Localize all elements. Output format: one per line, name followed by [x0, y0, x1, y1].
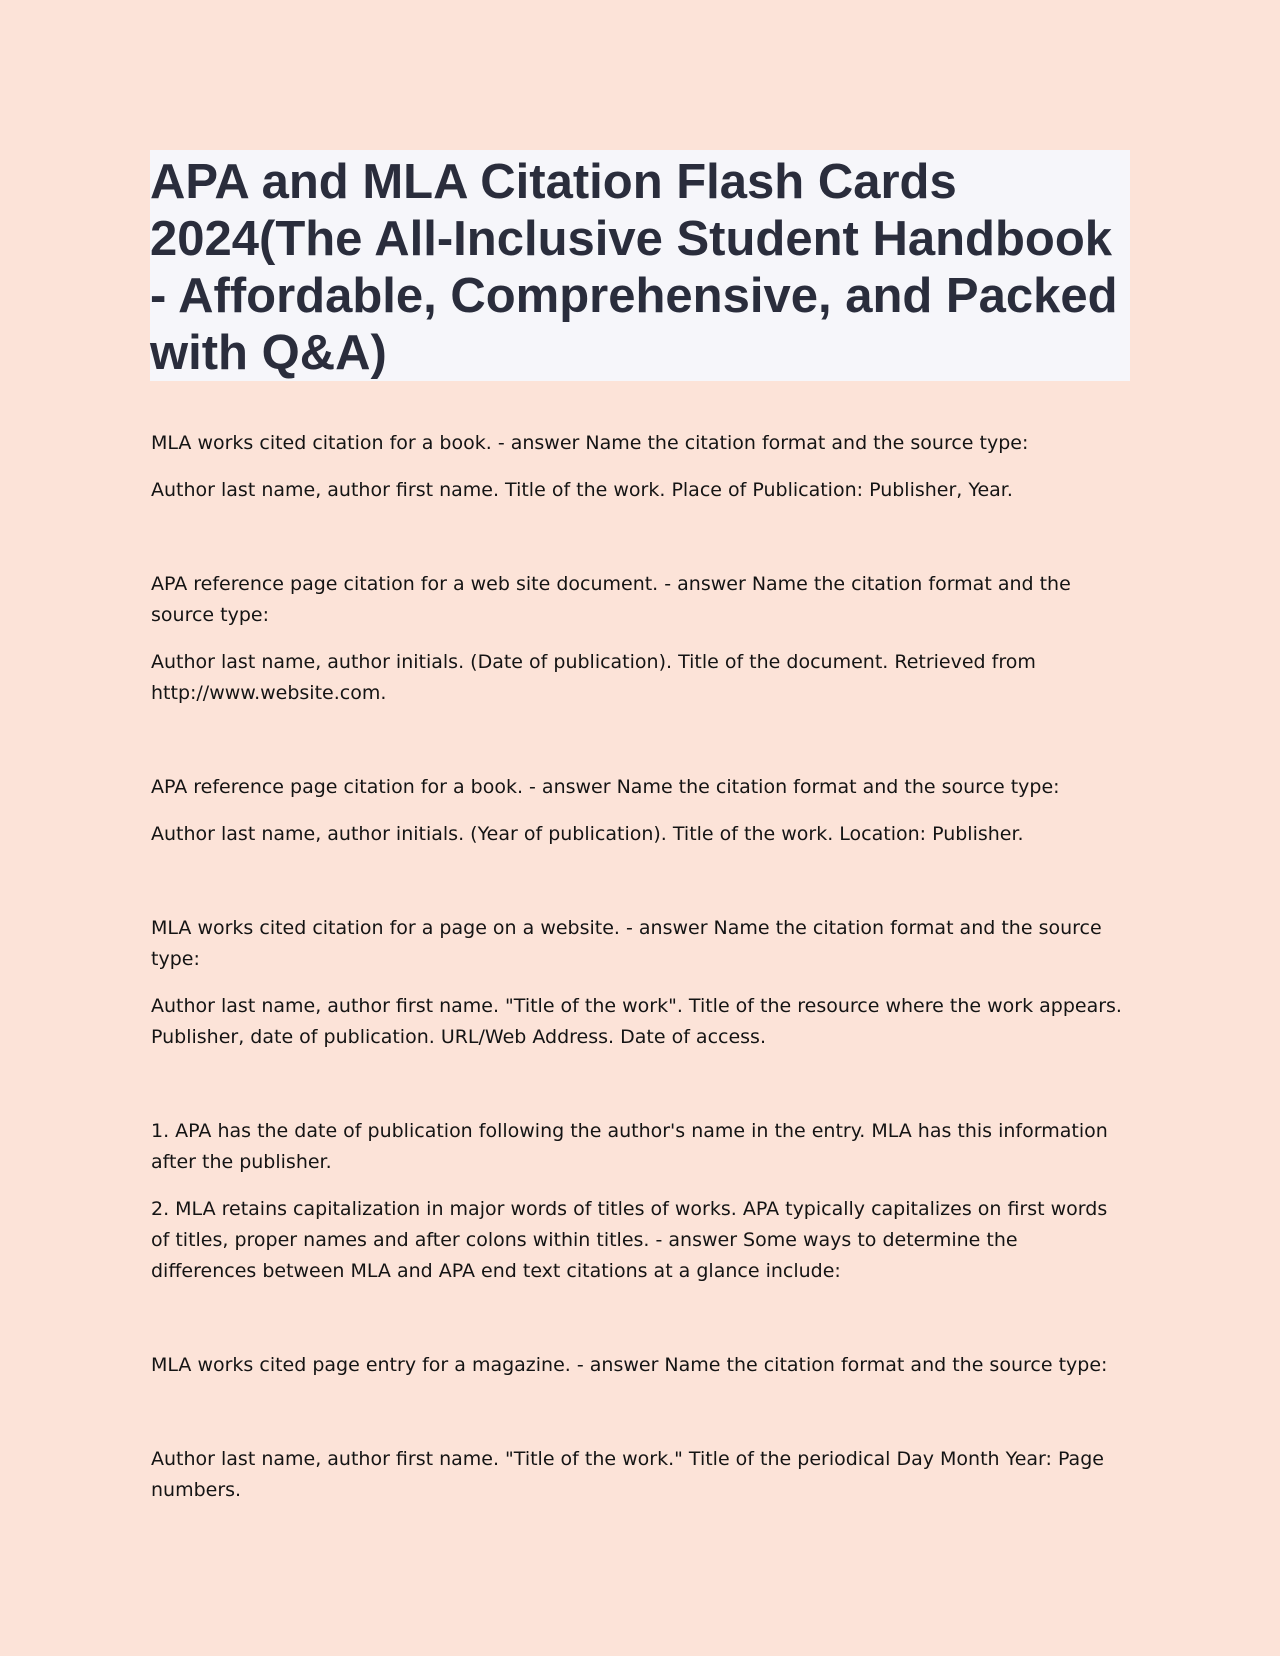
card-question: APA reference page citation for a book. - answer Name the citation format and the source type: — [151, 776, 1060, 798]
card-question: APA reference page citation for a web site document. - answer Name the citation format and the source type: — [151, 573, 1071, 626]
card-question: MLA works cited page entry for a magazine. - answer Name the citation format and the source type: — [151, 1354, 1108, 1376]
card-question: MLA works cited citation for a book. - answer Name the citation format and the source type: — [151, 432, 1029, 454]
spacer — [151, 1069, 1126, 1116]
card-question: 1. APA has the date of publication following the author's name in the entry. MLA has this information after the publisher. — [151, 1120, 1108, 1173]
spacer — [151, 866, 1126, 913]
card-answer: Author last name, author initials. (Date of publication). Title of the document. Retrieved from http://www.website.com. — [151, 651, 1036, 704]
card-answer: Author last name, author first name. "Title of the work". Title of the resource where the work appears. Publisher, date of publication. URL/Web Address. Date of access. — [151, 995, 1122, 1048]
document-title: APA and MLA Citation Flash Cards 2024(The All-Inclusive Student Handbook - Affordable, Comprehensive, and Packed with Q&A) — [150, 155, 1118, 380]
card-question: MLA works cited citation for a page on a website. - answer Name the citation format and the source type: — [151, 917, 1102, 970]
card-answer: 2. MLA retains capitalization in major words of titles of works. APA typically capitalizes on first words of titles, proper names and after colons within titles. - answer Some ways to determine the differences between MLA and APA end text citations at a glance include: — [151, 1198, 1108, 1282]
card-answer: Author last name, author initials. (Year of publication). Title of the work. Location: Publisher. — [151, 823, 1024, 845]
spacer — [151, 522, 1126, 569]
card-answer: Author last name, author first name. "Title of the work." Title of the periodical Day Month Year: Page numbers. — [151, 1448, 1104, 1501]
spacer — [151, 725, 1126, 772]
card-answer: Author last name, author first name. Title of the work. Place of Publication: Publisher, Year. — [151, 479, 1013, 501]
spacer — [151, 1303, 1126, 1350]
title-banner — [150, 150, 1130, 381]
spacer — [151, 1397, 1126, 1444]
flash-card-list — [151, 428, 1126, 1522]
